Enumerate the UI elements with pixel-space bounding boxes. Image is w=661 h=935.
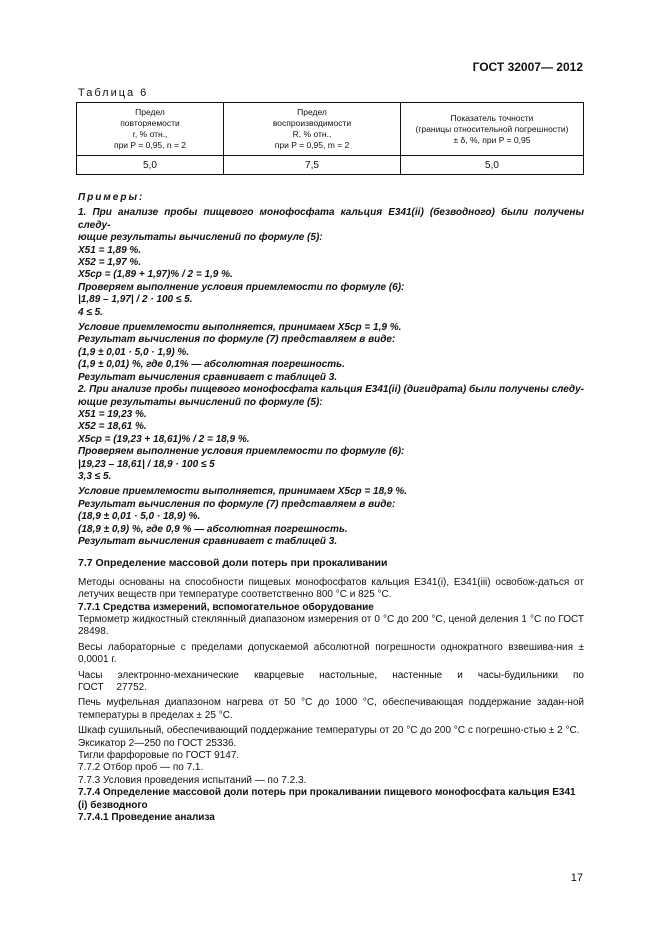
table-caption: Таблица 6 <box>78 87 149 99</box>
section-intro: Методы основаны на способности пищевых монофосфатов кальция E341(i), E341(iii) освобож-даться от летучих веществ при температуре соответственно 800 °С и 825 °С. <box>78 576 584 601</box>
document-header: ГОСТ 32007— 2012 <box>472 60 583 74</box>
page-number: 17 <box>570 872 583 884</box>
value-repeatability: 5,0 <box>77 156 224 175</box>
table-6 <box>76 102 584 175</box>
subsection-title-7-7-4: 7.7.4 Определение массовой доли потерь при прокаливании пищевого монофосфата кальция E341 (i) безводного <box>78 787 576 811</box>
table-header-row <box>77 103 584 156</box>
example-line: Проверяем выполнение условия приемлемости по формуле (6): <box>78 281 405 293</box>
example-line: |19,23 – 18,61| / 18,9 · 100 ≤ 5 <box>78 458 215 470</box>
example-line: X51 = 1,89 %. <box>78 244 142 256</box>
example-line: ющие результаты вычислений по формуле (5): <box>78 232 323 244</box>
example-line: X5ср = (1,89 + 1,97)% / 2 = 1,9 %. <box>78 269 233 281</box>
example-line: Проверяем выполнение условия приемлемости по формуле (6): <box>78 446 405 458</box>
subsection-7-7-2: 7.7.2 Отбор проб — по 7.1. <box>78 762 204 774</box>
equipment-item: Эксикатор 2—250 по ГОСТ 25336. <box>78 737 237 749</box>
example-line: X52 = 18,61 %. <box>78 421 147 433</box>
example-line: Результат вычисления по формуле (7) представляем в виде: <box>78 498 396 510</box>
equipment-item: Печь муфельная диапазоном нагрева от 50 °С до 1000 °С, обеспечивающая поддержание задан-ной температуры в пределах ± 25 °С. <box>78 697 584 721</box>
value-accuracy: 5,0 <box>401 156 584 175</box>
example-line: 2. При анализе пробы пищевого монофосфата кальция E341(ii) (дигидрата) были получены следу- <box>78 384 584 396</box>
example-line: (1,9 ± 0,01) %, где 0,1% — абсолютная погрешность. <box>78 359 345 371</box>
equipment-item: Часы электронно-механические кварцевые настольные, настенные и часы-будильники по ГОСТ 27752. <box>78 669 584 694</box>
subsection-title-7-7-4-1: 7.7.4.1 Проведение анализа <box>78 812 215 824</box>
example-line: Результат вычисления сравнивает с таблицей 3. <box>78 535 338 547</box>
example-line: 4 ≤ 5. <box>78 306 103 318</box>
equipment-item: Весы лабораторные с пределами допускаемой абсолютной погрешности однократного взвешива-ния ± 0,0001 г. <box>78 641 584 666</box>
equipment-item: Тигли фарфоровые по ГОСТ 9147. <box>78 750 240 762</box>
example-line: Условие приемлемости выполняется, принимаем X5ср = 18,9 %. <box>78 486 407 498</box>
example-line: Результат вычисления по формуле (7) представляем в виде: <box>78 334 396 346</box>
example-line: (1,9 ± 0,01 · 5,0 · 1,9) %. <box>78 346 190 358</box>
value-reproducibility: 7,5 <box>224 156 401 175</box>
subsection-title-7-7-1: 7.7.1 Средства измерений, вспомогательное оборудование <box>78 601 374 613</box>
example-line: X5ср = (19,23 + 18,61)% / 2 = 18,9 %. <box>78 433 250 445</box>
section-title: 7.7 Определение массовой доли потерь при прокаливании <box>78 557 388 570</box>
example-line: |1,89 – 1,97| / 2 · 100 ≤ 5. <box>78 294 193 306</box>
header-cell-accuracy: Показатель точности (границы относительной погрешности) ± δ, %, при P = 0,95 <box>401 103 584 156</box>
document-body <box>78 192 584 825</box>
header-cell-reproducibility: Предел воспроизводимости R, % отн., при P = 0,95, m = 2 <box>224 103 401 156</box>
example-line: Результат вычисления сравнивает с таблицей 3. <box>78 371 338 383</box>
equipment-item: Шкаф сушильный, обеспечивающий поддержание температуры от 20 °С до 200 °С с погрешно-стью ± 2 °С. <box>78 725 580 737</box>
example-line: 3,3 ≤ 5. <box>78 470 112 482</box>
example-line: ющие результаты вычислений по формуле (5): <box>78 396 323 408</box>
example-line: (18,9 ± 0,9) %, где 0,9 % — абсолютная погрешность. <box>78 523 348 535</box>
example-line: (18,9 ± 0,01 · 5,0 · 18,9) %. <box>78 511 201 523</box>
example-line: 1. При анализе пробы пищевого монофосфата кальция E341(ii) (безводного) были получены следу- <box>78 207 584 231</box>
equipment-item: Термометр жидкостный стеклянный диапазоном измерения от 0 °С до 200 °С, ценой деления 1 °С по ГОСТ 28498. <box>78 614 584 638</box>
example-line: Условие приемлемости выполняется, принимаем X5ср = 1,9 %. <box>78 322 402 334</box>
example-line: X51 = 19,23 %. <box>78 408 147 420</box>
table-value-row <box>77 156 584 175</box>
header-cell-repeatability: Предел повторяемости r, % отн., при P = 0,95, n = 2 <box>77 103 224 156</box>
subsection-7-7-3: 7.7.3 Условия проведения испытаний — по 7.2.3. <box>78 774 307 786</box>
examples-title: Примеры: <box>78 192 145 203</box>
example-line: X52 = 1,97 %. <box>78 257 142 269</box>
